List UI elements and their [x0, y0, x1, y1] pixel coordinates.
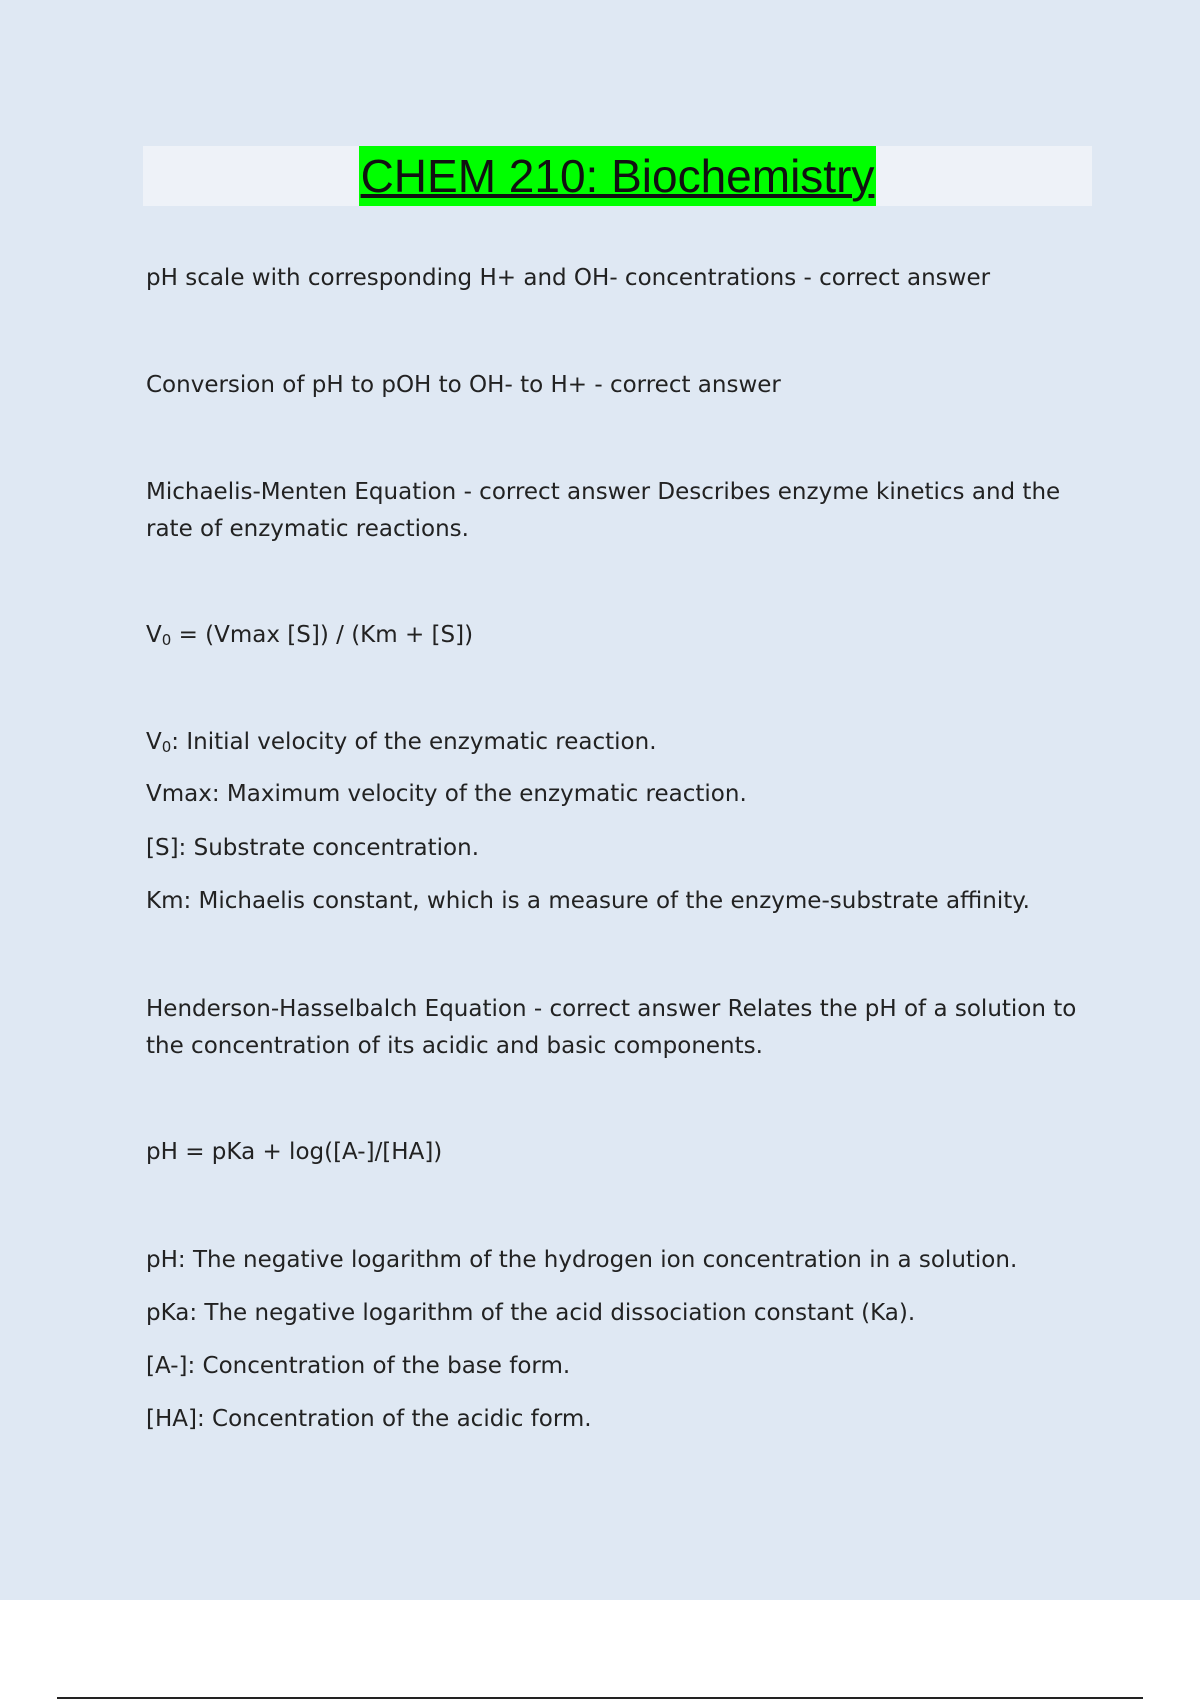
definition-pka: pKa: The negative logarithm of the acid dissociation constant (Ka).	[146, 1300, 916, 1326]
definition-v-symbol: V	[146, 729, 162, 755]
definition-km: Km: Michaelis constant, which is a measure of the enzyme-substrate affinity.	[146, 888, 1030, 914]
definition-ph: pH: The negative logarithm of the hydrogen ion concentration in a solution.	[146, 1247, 1018, 1273]
equation-henderson-hasselbalch: pH = pKa + log([A-]/[HA])	[146, 1139, 443, 1165]
definition-a-minus: [A-]: Concentration of the base form.	[146, 1353, 571, 1379]
definition-v0-text: : Initial velocity of the enzymatic reaction.	[171, 729, 657, 755]
page-title: CHEM 210: Biochemistry	[359, 146, 877, 206]
footer-rule	[57, 1697, 1143, 1699]
equation-v-symbol: V	[146, 622, 162, 648]
definition-ha: [HA]: Concentration of the acidic form.	[146, 1406, 592, 1432]
entry-henderson-hasselbalch: Henderson-Hasselbalch Equation - correct answer Relates the pH of a solution to the concentration of its acidic and basic components.	[146, 996, 1077, 1059]
title-bar	[143, 146, 1092, 206]
definition-vmax: Vmax: Maximum velocity of the enzymatic reaction.	[146, 781, 747, 807]
equation-v-subscript: 0	[161, 631, 172, 649]
entry-ph-conversion: Conversion of pH to pOH to OH- to H+ - correct answer	[146, 372, 781, 398]
entry-ph-scale: pH scale with corresponding H+ and OH- concentrations - correct answer	[146, 265, 991, 291]
definition-v-subscript: 0	[161, 738, 172, 756]
equation-michaelis-menten	[146, 617, 1086, 659]
entry-michaelis-menten: Michaelis-Menten Equation - correct answer Describes enzyme kinetics and the rate of enzymatic reactions.	[146, 479, 1061, 542]
definition-v0	[146, 724, 1086, 766]
definition-s: [S]: Substrate concentration.	[146, 835, 480, 861]
equation-rest: = (Vmax [S]) / (Km + [S])	[171, 622, 474, 648]
